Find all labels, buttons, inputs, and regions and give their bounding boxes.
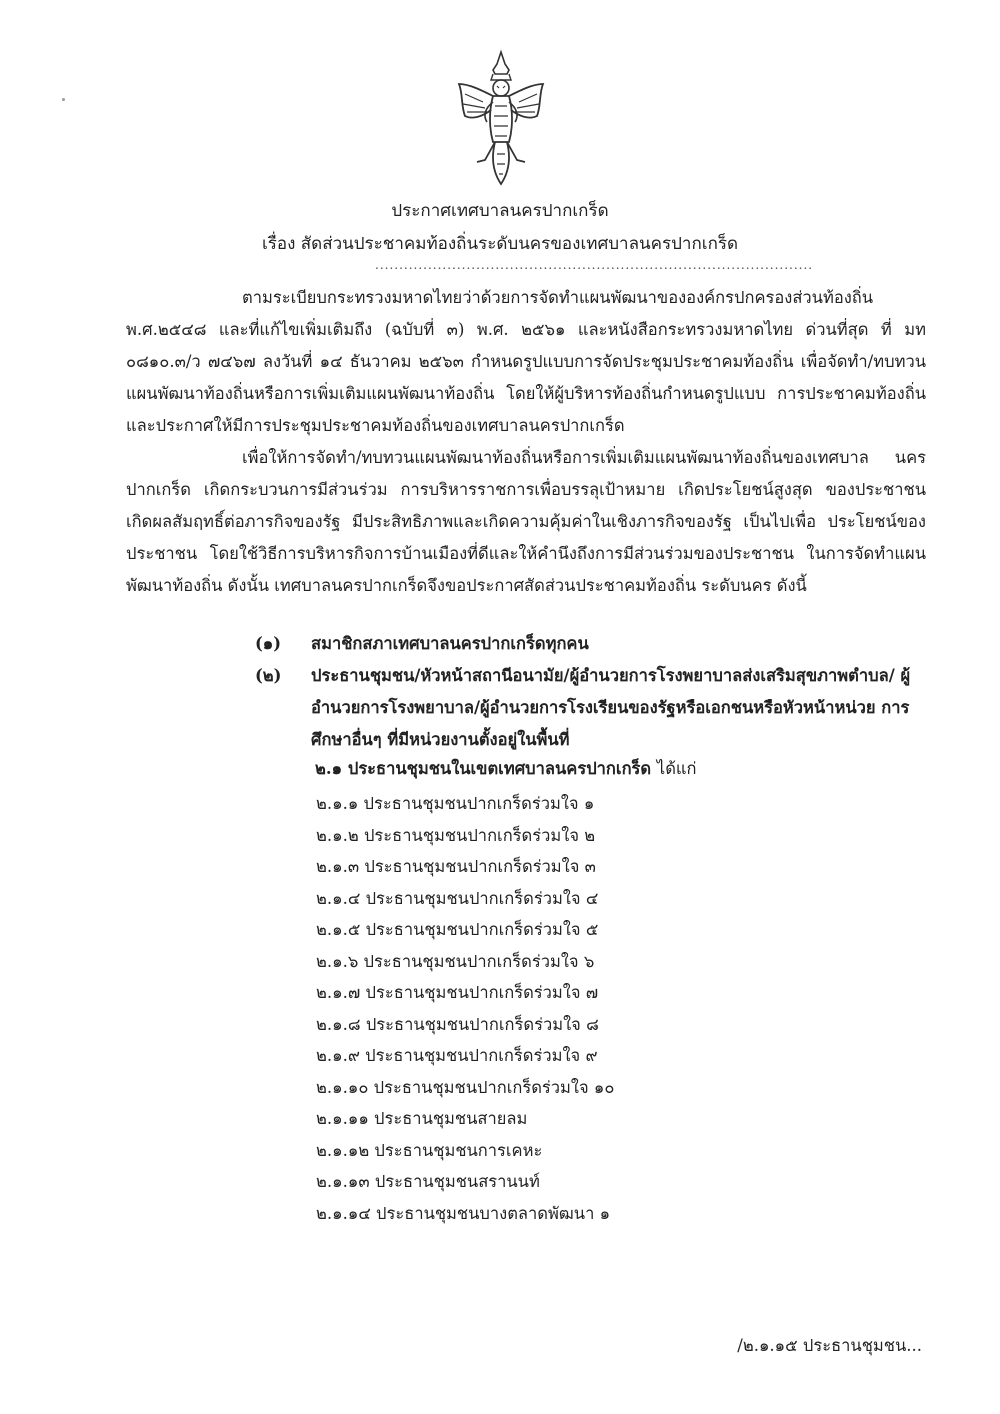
list-item: ๒.๑.๑๐ ประธานชุมชนปากเกร็ดร่วมใจ ๑๐ [316,1077,615,1097]
item-number: (๒) [255,666,282,685]
list-item: ๒.๑.๒ ประธานชุมชนปากเกร็ดร่วมใจ ๒ [316,825,596,845]
list-item-council-members [255,628,935,660]
garuda-emblem-icon [455,50,547,186]
sub-heading-text: ๒.๑ ประธานชุมชนในเขตเทศบาลนครปากเกร็ด [315,759,652,778]
list-item: ๒.๑.๓ ประธานชุมชนปากเกร็ดร่วมใจ ๓ [316,857,596,876]
sub-heading-suffix: ได้แก่ [656,759,697,778]
announcement-subject: เรื่อง สัดส่วนประชาคมท้องถิ่นระดับนครของเทศบาลนครปากเกร็ด [261,234,739,254]
page-continuation: /๒.๑.๑๕ ประธานชุมชน... [737,1336,922,1355]
community-list [316,788,916,1229]
list-item-community-leaders [255,660,935,756]
paragraph-purpose: เพื่อให้การจัดทำ/ทบทวนแผนพัฒนาท้องถิ่นหรือการเพิ่มเติมแผนพัฒนาท้องถิ่นของเทศบาล นครปากเกร็ด เกิดกระบวนการมีส่วนร่วม การบริหารราชการเพื่อบรรลุเป้าหมาย เกิดประโยชน์สูงสุด ของประชาชน เกิดผลสัมฤทธิ์ต่อภารกิจของรัฐ มีประสิทธิภาพและเกิดความคุ้มค่าในเชิงภารกิจของรัฐ เป็นไปเพื่อ ประโยชน์ของประชาชน โดยใช้วิธีการบริหารกิจการบ้านเมืองที่ดีและให้คำนึงถึงการมีส่วนร่วมของประชาชน ในการจัดทำแผนพัฒนาท้องถิ่น ดังนั้น เทศบาลนครปากเกร็ดจึงขอประกาศสัดส่วนประชาคมท้องถิ่น ระดับนคร ดังนี้ [126,448,926,595]
title-separator: ........................................................................................... [375,258,814,272]
list-item: ๒.๑.๘ ประธานชุมชนปากเกร็ดร่วมใจ ๘ [316,1014,599,1034]
list-item: ๒.๑.๑๑ ประธานชุมชนสายลม [316,1109,528,1128]
list-item: ๒.๑.๑๓ ประธานชุมชนสรานนท์ [316,1172,540,1191]
announcement-title: ประกาศเทศบาลนครปากเกร็ด [391,201,609,221]
paragraph-regulation: ตามระเบียบกระทรวงมหาดไทยว่าด้วยการจัดทำแผนพัฒนาขององค์กรปกครองส่วนท้องถิ่น พ.ศ.๒๕๔๘ และที่แก้ไขเพิ่มเติมถึง (ฉบับที่ ๓) พ.ศ. ๒๕๖๑ และหนังสือกระทรวงมหาดไทย ด่วนที่สุด ที่ มท ๐๘๑๐.๓/ว ๗๔๖๗ ลงวันที่ ๑๔ ธันวาคม ๒๕๖๓ กำหนดรูปแบบการจัดประชุมประชาคมท้องถิ่น เพื่อจัดทำ/ทบทวนแผนพัฒนาท้องถิ่นหรือการเพิ่มเติมแผนพัฒนาท้องถิ่น โดยให้ผู้บริหารท้องถิ่นกำหนดรูปแบบ การประชาคมท้องถิ่นและประกาศให้มีการประชุมประชาคมท้องถิ่นของเทศบาลนครปากเกร็ด [126,288,926,435]
item-number: (๑) [255,634,282,653]
list-item: ๒.๑.๗ ประธานชุมชนปากเกร็ดร่วมใจ ๗ [316,983,599,1002]
list-item: ๒.๑.๑ ประธานชุมชนปากเกร็ดร่วมใจ ๑ [316,794,595,813]
list-item: ๒.๑.๙ ประธานชุมชนปากเกร็ดร่วมใจ ๙ [316,1046,598,1065]
scan-speck [62,98,65,101]
list-item: ๒.๑.๑๒ ประธานชุมชนการเคหะ [316,1140,543,1160]
item-text: ประธานชุมชน/หัวหน้าสถานีอนามัย/ผู้อำนวยการโรงพยาบาลส่งเสริมสุขภาพตำบล/ ผู้อำนวยการโรงพยาบาล/ผู้อำนวยการโรงเรียนของรัฐหรือเอกชนหรือหัวหน้าหน่วย การศึกษาอื่นๆ ที่มีหน่วยงานตั้งอยู่ในพื้นที่ [311,666,911,749]
list-item: ๒.๑.๑๔ ประธานชุมชนบางตลาดพัฒนา ๑ [316,1203,611,1223]
list-item: ๒.๑.๕ ประธานชุมชนปากเกร็ดร่วมใจ ๕ [316,920,599,939]
list-item: ๒.๑.๔ ประธานชุมชนปากเกร็ดร่วมใจ ๔ [316,888,599,908]
item-text: สมาชิกสภาเทศบาลนครปากเกร็ดทุกคน [311,634,589,653]
list-item: ๒.๑.๖ ประธานชุมชนปากเกร็ดร่วมใจ ๖ [316,951,595,971]
sub-heading-community-presidents [315,756,697,782]
